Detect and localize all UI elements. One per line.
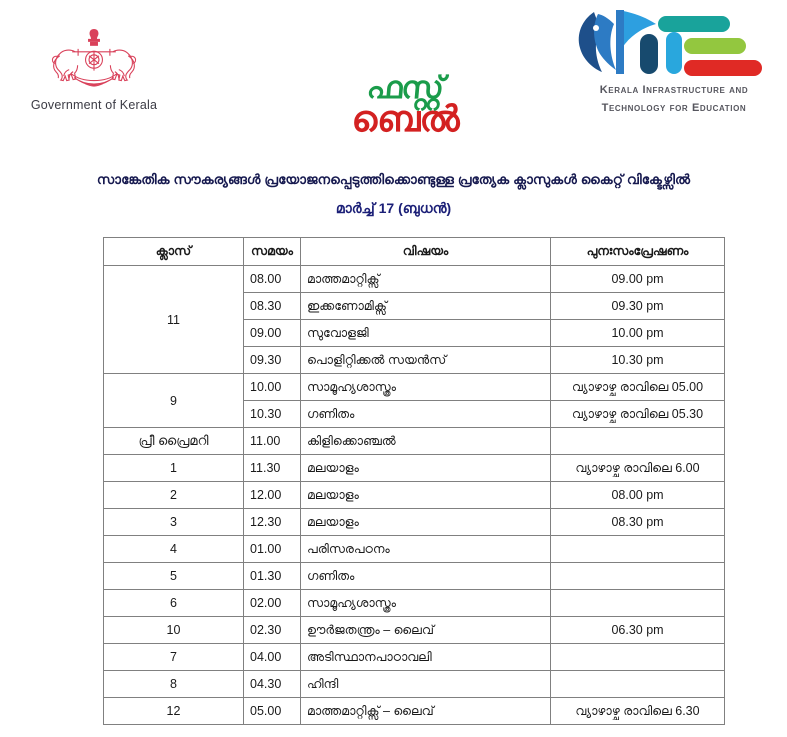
page-title: സാങ്കേതിക സൗകര്യങ്ങൾ പ്രയോജനപ്പെടുത്തിക്കൊണ്ടുള്ള പ്രത്യേക ക്ലാസുകൾ കൈറ്റ് വിക്ടേഴ്സിൽ	[96, 172, 691, 187]
table-row	[104, 482, 725, 509]
kite-logo-line1: Kerala Infrastructure and	[599, 84, 749, 96]
cell-class: 11	[104, 266, 244, 374]
table-row	[104, 455, 725, 482]
cell-time: 12.30	[244, 509, 301, 536]
cell-time: 04.00	[244, 644, 301, 671]
cell-class: 7	[104, 644, 244, 671]
table-row	[104, 509, 725, 536]
cell-repeat-telecast: 06.30 pm	[551, 617, 725, 644]
cell-class: 6	[104, 590, 244, 617]
column-header-subject: വിഷയം	[301, 238, 551, 266]
table-row	[104, 563, 725, 590]
kite-logo-line2: Technology for Education	[601, 101, 747, 114]
cell-repeat-telecast	[551, 671, 725, 698]
cell-time: 11.00	[244, 428, 301, 455]
column-header-class: ക്ലാസ്	[104, 238, 244, 266]
cell-time: 02.30	[244, 617, 301, 644]
cell-time: 04.30	[244, 671, 301, 698]
cell-repeat-telecast: വ്യാഴാഴ്ച രാവിലെ 05.30	[551, 401, 725, 428]
schedule-table	[103, 237, 725, 725]
cell-time: 05.00	[244, 698, 301, 725]
kite-logo-icon	[574, 8, 774, 80]
cell-time: 10.00	[244, 374, 301, 401]
first-bell-logo	[330, 72, 480, 148]
cell-repeat-telecast: 10.00 pm	[551, 320, 725, 347]
cell-subject: മലയാളം	[301, 455, 551, 482]
cell-subject: സാമൂഹ്യശാസ്ത്രം	[301, 374, 551, 401]
cell-repeat-telecast	[551, 644, 725, 671]
cell-subject: സുവോളജി	[301, 320, 551, 347]
cell-subject: ഗണിതം	[301, 401, 551, 428]
table-row	[104, 374, 725, 401]
cell-subject: സാമൂഹ്യശാസ്ത്രം	[301, 590, 551, 617]
cell-class: 2	[104, 482, 244, 509]
table-row	[104, 698, 725, 725]
cell-subject: ഊർജതന്ത്രം – ലൈവ്	[301, 617, 551, 644]
table-row	[104, 671, 725, 698]
cell-time: 01.30	[244, 563, 301, 590]
cell-repeat-telecast	[551, 428, 725, 455]
page-header	[0, 0, 787, 150]
cell-repeat-telecast: 08.00 pm	[551, 482, 725, 509]
cell-subject: ഹിന്ദി	[301, 671, 551, 698]
table-row	[104, 266, 725, 293]
cell-subject: മാത്തമാറ്റിക്സ്	[301, 266, 551, 293]
cell-repeat-telecast: 09.30 pm	[551, 293, 725, 320]
schedule-table-body	[104, 266, 725, 725]
table-header-row	[104, 238, 725, 266]
cell-class: 9	[104, 374, 244, 428]
cell-time: 08.30	[244, 293, 301, 320]
cell-time: 01.00	[244, 536, 301, 563]
cell-repeat-telecast	[551, 590, 725, 617]
kerala-state-emblem-icon	[19, 22, 169, 94]
table-row	[104, 644, 725, 671]
table-row	[104, 617, 725, 644]
page-date-subtitle: മാർച്ച് 17 (ബുധൻ)	[335, 200, 452, 216]
cell-class: 5	[104, 563, 244, 590]
cell-repeat-telecast: വ്യാഴാഴ്ച രാവിലെ 6.30	[551, 698, 725, 725]
cell-class: 12	[104, 698, 244, 725]
cell-repeat-telecast	[551, 563, 725, 590]
cell-subject: കിളിക്കൊഞ്ചൽ	[301, 428, 551, 455]
cell-subject: മാത്തമാറ്റിക്സ് – ലൈവ്	[301, 698, 551, 725]
cell-class: 8	[104, 671, 244, 698]
schedule-table-container	[103, 237, 724, 725]
cell-time: 08.00	[244, 266, 301, 293]
cell-time: 11.30	[244, 455, 301, 482]
cell-subject: ഗണിതം	[301, 563, 551, 590]
cell-class: 3	[104, 509, 244, 536]
cell-subject: ഇക്കണോമിക്സ്	[301, 293, 551, 320]
first-bell-logo-line1: ഫസ്റ്റ്	[365, 70, 445, 105]
government-of-kerala-logo	[14, 22, 174, 112]
table-row	[104, 590, 725, 617]
column-header-time: സമയം	[244, 238, 301, 266]
cell-time: 12.00	[244, 482, 301, 509]
cell-time: 09.30	[244, 347, 301, 374]
table-row	[104, 428, 725, 455]
cell-repeat-telecast: 09.00 pm	[551, 266, 725, 293]
cell-repeat-telecast: 08.30 pm	[551, 509, 725, 536]
kite-logo	[569, 8, 779, 116]
cell-time: 09.00	[244, 320, 301, 347]
cell-repeat-telecast	[551, 536, 725, 563]
cell-class: 4	[104, 536, 244, 563]
cell-class: പ്രീ പ്രൈമറി	[104, 428, 244, 455]
cell-subject: മലയാളം	[301, 509, 551, 536]
cell-time: 10.30	[244, 401, 301, 428]
cell-class: 1	[104, 455, 244, 482]
column-header-repeat: പുനഃസംപ്രേഷണം	[551, 238, 725, 266]
first-bell-logo-line2: ബെൽ	[351, 99, 459, 139]
government-of-kerala-caption: Government of Kerala	[30, 98, 158, 112]
cell-repeat-telecast: വ്യാഴാഴ്ച രാവിലെ 05.00	[551, 374, 725, 401]
cell-subject: മലയാളം	[301, 482, 551, 509]
cell-subject: പരിസരപഠനം	[301, 536, 551, 563]
cell-class: 10	[104, 617, 244, 644]
cell-repeat-telecast: 10.30 pm	[551, 347, 725, 374]
cell-subject: അടിസ്ഥാനപാഠാവലി	[301, 644, 551, 671]
cell-repeat-telecast: വ്യാഴാഴ്ച രാവിലെ 6.00	[551, 455, 725, 482]
table-row	[104, 536, 725, 563]
cell-time: 02.00	[244, 590, 301, 617]
cell-subject: പൊളിറ്റിക്കൽ സയൻസ്	[301, 347, 551, 374]
